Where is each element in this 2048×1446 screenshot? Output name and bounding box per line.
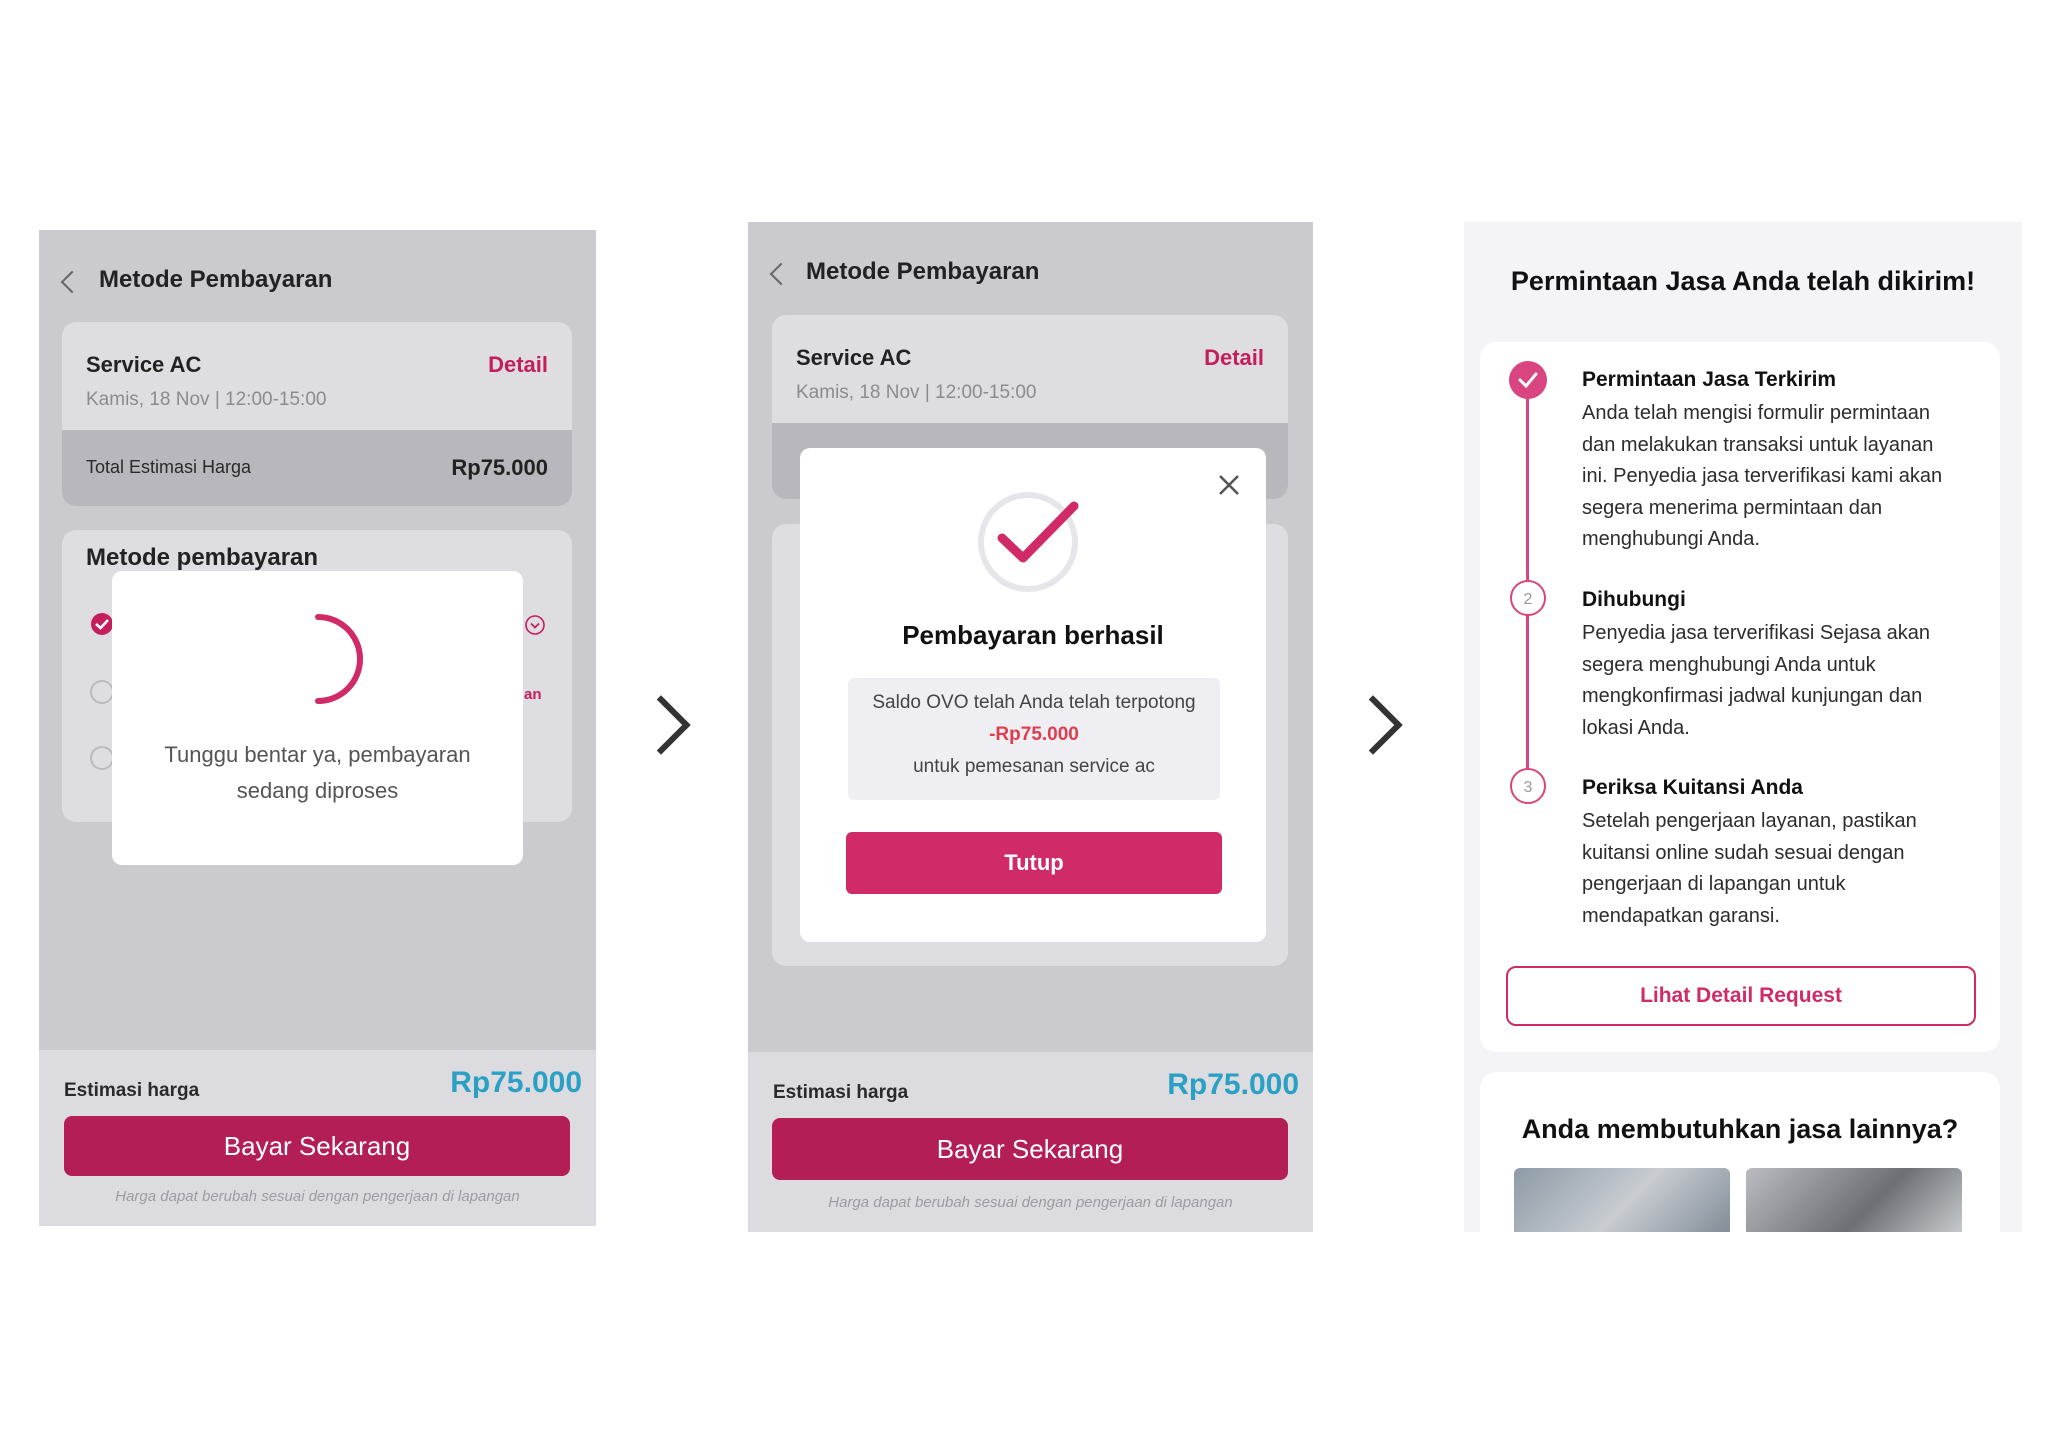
bottom-bar	[748, 1052, 1313, 1232]
total-value: Rp75.000	[451, 455, 548, 480]
partial-link[interactable]: an	[524, 686, 542, 703]
step2-desc: Penyedia jasa terverifikasi Sejasa akan segera menghubungi Anda untuk mengkonfirmasi jadwal kunjungan dan lokasi Anda.	[1582, 622, 1930, 739]
info-amount: -Rp75.000	[989, 724, 1079, 745]
step3-desc: Setelah pengerjaan layanan, pastikan kuitansi online sudah sesuai dengan pengerjaan di lapangan untuk mendapatkan garansi.	[1582, 810, 1917, 927]
service-thumbnail-washer[interactable]	[1746, 1168, 1962, 1232]
other-services-card	[1480, 1072, 2000, 1232]
step1-desc: Anda telah mengisi formulir permintaan dan melakukan transaksi untuk layanan ini. Penyedia jasa terverifikasi kami akan segera menerima permintaan dan menghubungi Anda.	[1582, 402, 1943, 550]
page-title: Permintaan Jasa Anda telah dikirim!	[1510, 266, 1976, 296]
info-line1: Saldo OVO telah Anda telah terpotong	[872, 692, 1196, 713]
success-dialog	[800, 448, 1266, 942]
screen-request-sent	[1464, 222, 2022, 1232]
total-label: Total Estimasi Harga	[86, 457, 252, 477]
close-button[interactable]: Tutup	[846, 832, 1222, 894]
step2-number: 2	[1510, 580, 1546, 616]
selected-radio-icon[interactable]	[90, 612, 114, 636]
success-title: Pembayaran berhasil	[902, 620, 1164, 650]
back-chevron-icon[interactable]	[770, 263, 793, 286]
steps-card	[1480, 342, 2000, 1052]
total-strip	[62, 430, 572, 506]
loading-text: Tunggu bentar ya, pembayaran sedang diproses	[164, 742, 471, 803]
step3-title: Periksa Kuitansi Anda	[1582, 776, 1803, 799]
header-title: Metode Pembayaran	[806, 258, 1040, 285]
detail-link[interactable]: Detail	[1204, 345, 1264, 370]
estimate-label: Estimasi harga	[773, 1082, 909, 1103]
header-title: Metode Pembayaran	[99, 266, 333, 293]
view-request-detail-button[interactable]: Lihat Detail Request	[1506, 966, 1976, 1026]
estimate-value: Rp75.000	[450, 1066, 582, 1099]
back-chevron-icon[interactable]	[61, 271, 84, 294]
radio-option-2[interactable]	[90, 680, 114, 704]
loading-spinner-icon	[268, 609, 368, 709]
pay-now-button[interactable]: Bayar Sekarang	[772, 1118, 1288, 1180]
estimate-value: Rp75.000	[1167, 1068, 1299, 1101]
service-date: Kamis, 18 Nov | 12:00-15:00	[86, 389, 327, 410]
step3-number: 3	[1510, 768, 1546, 804]
payment-section-title: Metode pembayaran	[86, 544, 319, 571]
payment-info-box	[848, 678, 1220, 800]
loading-dialog	[112, 571, 523, 865]
chevron-down-icon[interactable]	[524, 614, 546, 636]
check-circle-icon	[1508, 360, 1548, 400]
service-thumbnail-ac[interactable]	[1514, 1168, 1730, 1232]
service-title: Service AC	[86, 352, 202, 377]
disclaimer: Harga dapat berubah sesuai dengan pengerjaan di lapangan	[115, 1188, 520, 1205]
screen-payment-success	[748, 222, 1313, 1232]
step2-title: Dihubungi	[1582, 588, 1686, 611]
screen-payment-processing	[39, 230, 596, 1226]
pay-now-button[interactable]: Bayar Sekarang	[64, 1116, 570, 1176]
close-icon[interactable]	[1216, 472, 1242, 498]
detail-link[interactable]: Detail	[488, 352, 548, 377]
service-summary-card	[62, 322, 572, 506]
next-arrow-icon	[1343, 695, 1402, 754]
check-circle-icon	[976, 484, 1096, 592]
info-line3: untuk pemesanan service ac	[913, 756, 1155, 777]
service-date: Kamis, 18 Nov | 12:00-15:00	[796, 382, 1037, 403]
estimate-label: Estimasi harga	[64, 1080, 200, 1101]
next-arrow-icon	[631, 695, 690, 754]
other-services-title: Anda membutuhkan jasa lainnya?	[1521, 1114, 1959, 1144]
service-title: Service AC	[796, 345, 912, 370]
bottom-bar	[39, 1050, 596, 1226]
step1-title: Permintaan Jasa Terkirim	[1582, 368, 1837, 391]
disclaimer: Harga dapat berubah sesuai dengan pengerjaan di lapangan	[828, 1194, 1233, 1211]
radio-option-3[interactable]	[90, 746, 114, 770]
